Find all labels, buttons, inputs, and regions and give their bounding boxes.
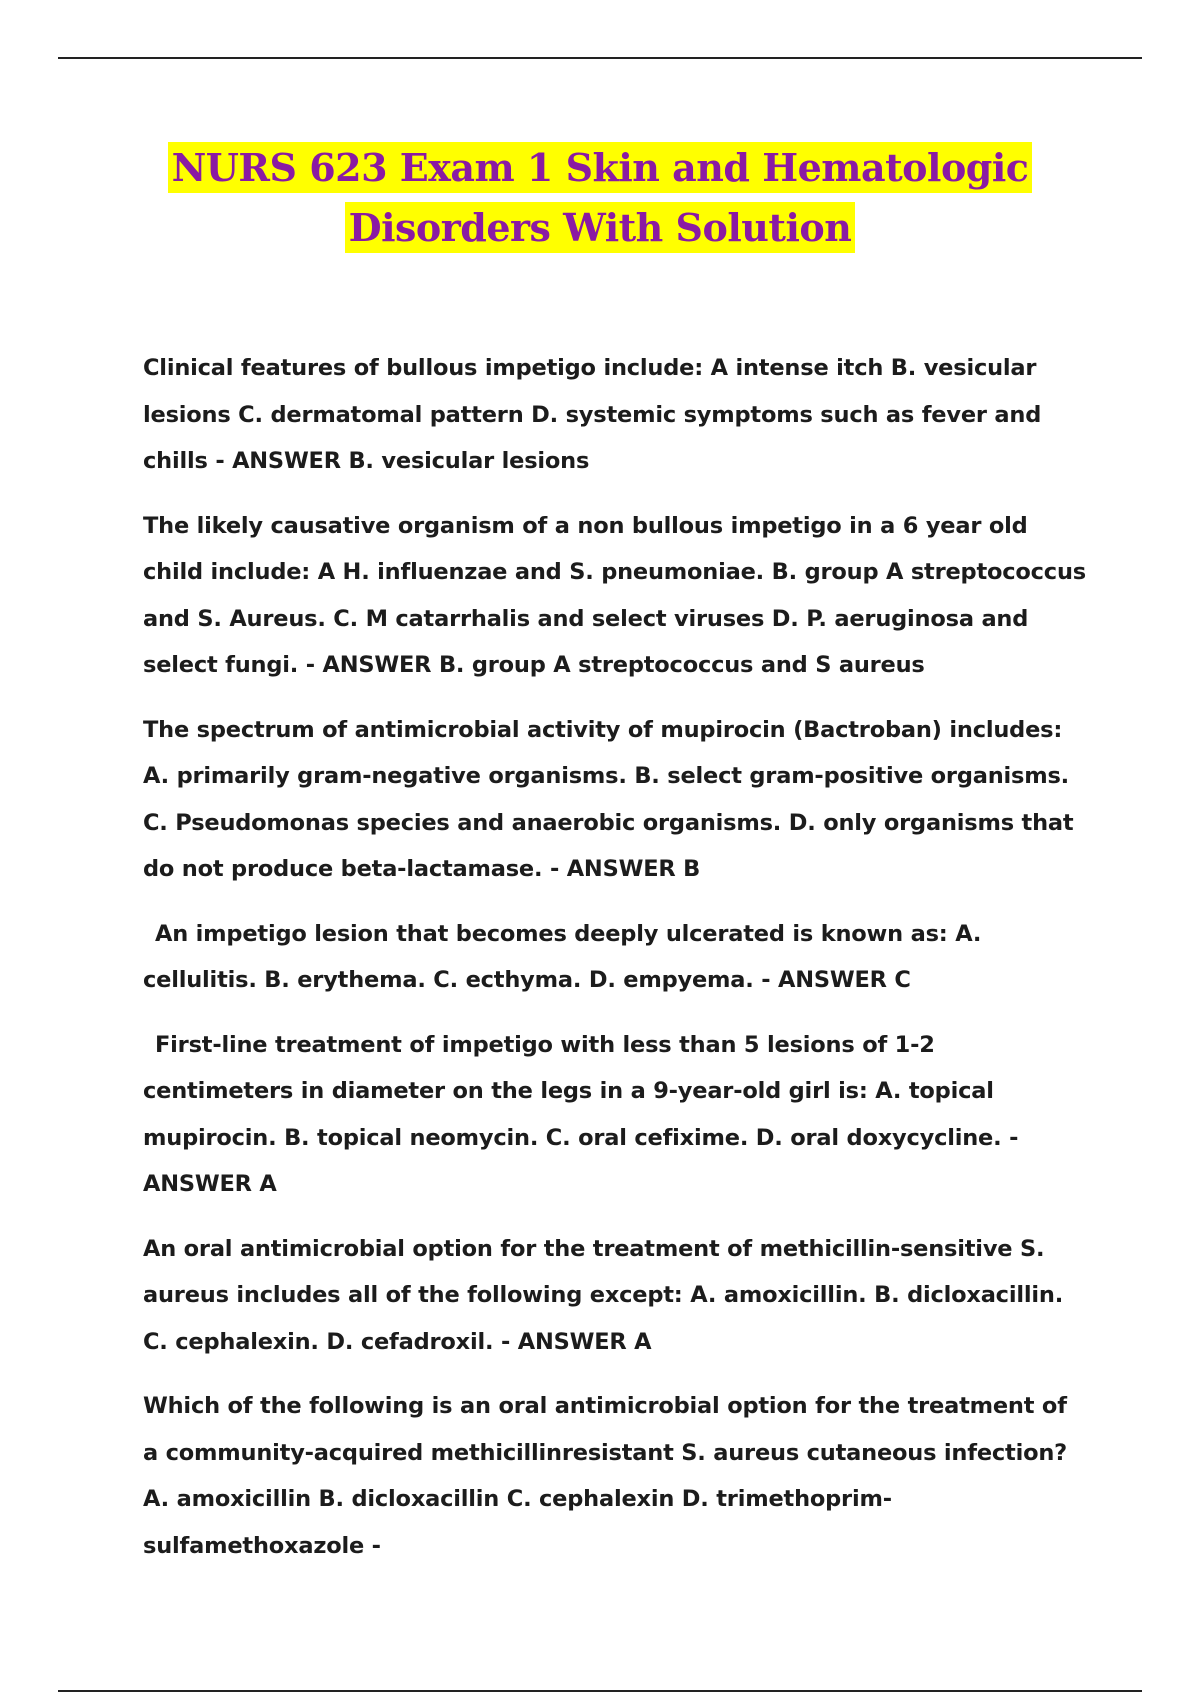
document-title (0, 138, 1200, 258)
top-rule (58, 57, 1142, 59)
question-item: Clinical features of bullous impetigo include: A intense itch B. vesicular lesions C. dermatomal pattern D. systemic symptoms such as fever and chills - ANSWER B. vesicular lesions (143, 355, 1042, 474)
title-line-2: Disorders With Solution (0, 198, 1200, 258)
question-item: First-line treatment of impetigo with less than 5 lesions of 1-2 centimeters in diameter on the legs in a 9-year-old girl is: A. topical mupirocin. B. topical neomycin. C. oral cefixime. D. oral doxycycline. - ANSWER A (143, 1031, 1019, 1197)
bottom-rule (58, 1690, 1142, 1692)
question-item: An oral antimicrobial option for the treatment of methicillin-sensitive S. aureus includes all of the following except: A. amoxicillin. B. dicloxacillin. C. cephalexin. D. cefadroxil. - ANSWER A (143, 1235, 1064, 1355)
question-item: Which of the following is an oral antimicrobial option for the treatment of a community-acquired methicillinresistant S. aureus cutaneous infection? A. amoxicillin B. dicloxacillin C. cephalexin D. trimethoprim-sulfamethoxazole - (143, 1393, 1068, 1559)
title-line-1: NURS 623 Exam 1 Skin and Hematologic (0, 138, 1200, 198)
question-item: An impetigo lesion that becomes deeply ulcerated is known as: A. cellulitis. B. erythema. C. ecthyma. D. empyema. - ANSWER C (143, 920, 982, 993)
question-item: The spectrum of antimicrobial activity of mupirocin (Bactroban) includes: A. primarily gram-negative organisms. B. select gram-positive organisms. C. Pseudomonas species and anaerobic organisms. D. only organisms that do not produce beta-lactamase. - ANSWER B (143, 716, 1074, 882)
question-list (143, 345, 1088, 1587)
question-item: The likely causative organism of a non bullous impetigo in a 6 year old child include: A H. influenzae and S. pneumoniae. B. group A streptococcus and S. Aureus. C. M catarrhalis and select viruses D. P. aeruginosa and select fungi. - ANSWER B. group A streptococcus and S aureus (143, 512, 1086, 678)
